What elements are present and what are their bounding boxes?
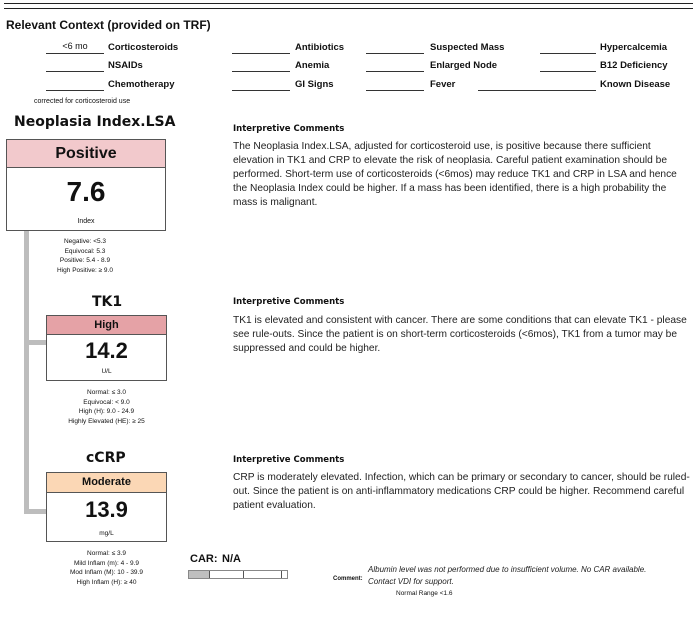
- neoplasia-value: 7.6: [66, 176, 106, 207]
- neoplasia-box: [6, 139, 166, 231]
- context-label-nsaids: NSAIDs: [108, 60, 143, 71]
- neoplasia-status: Positive: [7, 140, 165, 168]
- context-label-antibiotics: Antibiotics: [295, 42, 345, 53]
- context-label-fever: Fever: [430, 79, 456, 90]
- context-line: [232, 71, 290, 72]
- car-scale-tick: [243, 571, 244, 578]
- range-line: Highly Elevated (HE): ≥ 25: [68, 417, 145, 425]
- context-line: [366, 53, 424, 54]
- tk1-title: TK1: [92, 294, 123, 310]
- context-label-enlarged-node: Enlarged Node: [430, 60, 498, 71]
- car-scale-tick: [281, 571, 282, 578]
- ccrp-comment-title: Interpretive Comments: [233, 455, 345, 465]
- connector-vertical: [24, 230, 29, 514]
- tk1-unit: U/L: [101, 368, 112, 375]
- ccrp-status: Moderate: [47, 473, 166, 493]
- context-label-anemia: Anemia: [295, 60, 330, 71]
- context-value-corticosteroids: <6 mo: [62, 41, 88, 51]
- ccrp-comment: CRP is moderately elevated. Infection, which can be primary or secondary to cancer, should be ruled-out. Since the patient is on anti-inflammatory medications CRP could be higher. Recommend careful patient evaluation.: [233, 472, 690, 511]
- tk1-status: High: [47, 316, 166, 335]
- ccrp-ranges: [40, 549, 173, 587]
- tk1-box: [46, 315, 167, 381]
- connector-ccrp: [24, 509, 46, 514]
- context-label-chemotherapy: Chemotherapy: [108, 79, 175, 90]
- car-normal-range: Normal Range <1.6: [396, 590, 453, 597]
- context-label-suspected-mass: Suspected Mass: [430, 42, 505, 53]
- context-line: [540, 53, 596, 54]
- range-line: Equivocal: 5.3: [64, 247, 106, 255]
- range-line: Negative: <5.3: [63, 238, 107, 245]
- range-line: Normal: ≤ 3.0: [87, 389, 126, 396]
- context-label-b12-deficiency: B12 Deficiency: [600, 60, 668, 71]
- connector-tk1: [24, 340, 46, 345]
- car-comment-label: Comment:: [333, 576, 363, 582]
- range-line: High (H): 9.0 - 24.9: [78, 408, 135, 415]
- context-line: [478, 90, 596, 91]
- neoplasia-ranges: [40, 237, 130, 275]
- neoplasia-comment-title: Interpretive Comments: [233, 124, 345, 134]
- ccrp-title: cCRP: [86, 450, 126, 466]
- context-line: [540, 71, 596, 72]
- car-comment: Albumin level was not performed due to insufficient volume. No CAR available. Contact VDI for support.: [368, 565, 647, 586]
- car-scale-bar: [188, 570, 288, 579]
- car-label: CAR:: [190, 553, 218, 565]
- ccrp-unit: mg/L: [99, 530, 114, 537]
- range-line: High Inflam (H): ≥ 40: [76, 578, 137, 586]
- context-title: Relevant Context (provided on TRF): [6, 18, 211, 32]
- context-label-known-disease: Known Disease: [600, 79, 671, 90]
- context-line: [366, 90, 424, 91]
- car-scale-tick: [209, 571, 210, 578]
- neoplasia-comment: The Neoplasia Index.LSA, adjusted for corticosteroid use, is positive because there sufficient elevation in TK1 and CRP to elevate the risk of neoplasia. Careful patient examination should be performed. Short-term use of corticosteroids (<6mos) may reduce TK1 and CRP in LSA and hence the Neoplasia Index could be higher. If a mass has been identified, there is a high probability the mass is malignant.: [233, 141, 677, 208]
- range-line: Positive: 5.4 - 8.9: [59, 257, 111, 264]
- correction-note: corrected for corticosteroid use: [34, 98, 131, 105]
- range-line: Mild Inflam (m): 4 - 9.9: [73, 559, 139, 567]
- car-value: N/A: [222, 553, 241, 565]
- car-scale-fill: [189, 571, 209, 578]
- top-rule-2: [4, 8, 693, 9]
- tk1-comment: TK1 is elevated and consistent with cancer. There are some conditions that can elevate TK1 - please see rule-outs. Since the patient is on short-term corticosteroids (<6mos), TK1 from a tumor may be suppressed and could be higher.: [233, 315, 687, 354]
- range-line: Equivocal: < 9.0: [83, 398, 130, 406]
- context-label-gi-signs: GI Signs: [295, 79, 334, 90]
- range-line: Mod Inflam (M): 10 - 39.9: [70, 569, 143, 576]
- ccrp-box: [46, 472, 167, 542]
- neoplasia-title: Neoplasia Index.LSA: [14, 114, 176, 130]
- ccrp-value: 13.9: [85, 497, 128, 522]
- context-line: [232, 53, 290, 54]
- context-line: [46, 71, 104, 72]
- range-line: High Positive: ≥ 9.0: [57, 266, 113, 274]
- tk1-value: 14.2: [85, 338, 128, 363]
- range-line: Normal: ≤ 3.9: [87, 550, 126, 557]
- context-label-hypercalcemia: Hypercalcemia: [600, 42, 668, 53]
- top-rule: [4, 3, 693, 4]
- context-line: [46, 90, 104, 91]
- context-line: [366, 71, 424, 72]
- neoplasia-unit: Index: [77, 218, 95, 225]
- context-line: [232, 90, 290, 91]
- tk1-ranges: [46, 388, 167, 426]
- context-line: [46, 53, 104, 54]
- tk1-comment-title: Interpretive Comments: [233, 297, 345, 307]
- context-label-corticosteroids: Corticosteroids: [108, 42, 179, 53]
